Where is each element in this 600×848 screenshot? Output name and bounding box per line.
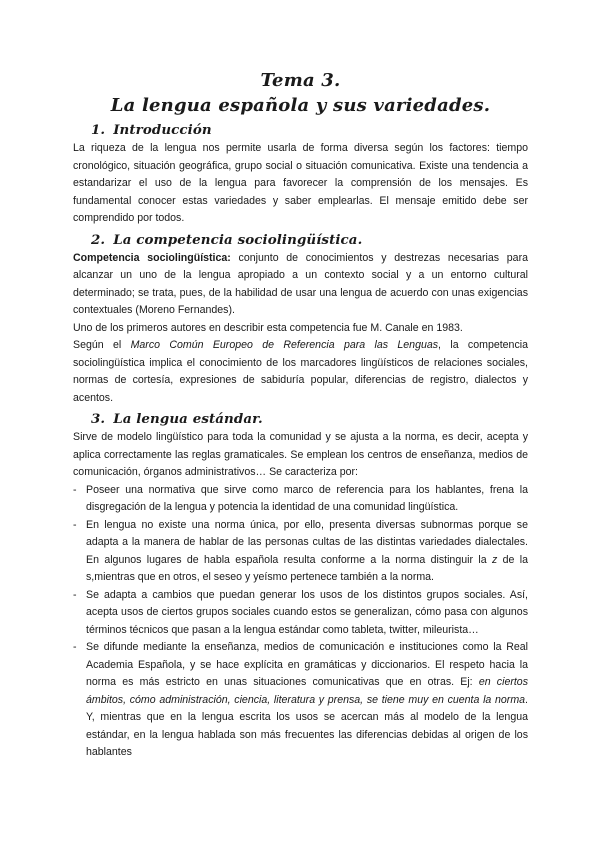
list-item [73, 517, 528, 587]
document-title [73, 68, 528, 118]
section-3-intro: Sirve de modelo lingüístico para toda la comunidad y se ajusta a la norma, es decir, acepta y aplica correctamente las reglas gramaticales. Se emplean los centros de enseñanza, medios de comunicación, órganos administrativos… Se caracteriza por: [73, 431, 528, 478]
p3-after: , la competencia sociolingüística implica el conocimiento de los marcadores lingüísticos de relaciones sociales, normas de cortesía, expresiones de sabiduría popular, diferencias de registro, dialectos y acentos. [73, 339, 528, 404]
section-3-number: 3. [91, 411, 106, 427]
section-1-title: Introducción [113, 122, 212, 138]
definition-term: Competencia sociolingüística: [73, 251, 231, 264]
list-item [73, 587, 528, 640]
section-1-number: 1. [91, 122, 106, 138]
list-item-text: Poseer una normativa que sirve como marco de referencia para los hablantes, frena la disgregación de la lengua y potencia la identidad de una comunidad lingüística. [86, 483, 528, 513]
title-line-2: La lengua española y sus variedades. [110, 95, 491, 116]
characteristics-list [73, 482, 528, 762]
bullet-dash: - [73, 518, 77, 531]
bullet-dash: - [73, 483, 77, 496]
section-2-number: 2. [91, 231, 106, 248]
section-2-heading [91, 231, 528, 249]
list-item-text: En lengua no existe una norma única, por ello, presenta diversas subnormas porque se adapta a la manera de hablar de las personas cultas de las distintas variedades dialectales. En algunos lugares de habla española resulta conforme a la norma distinguir la [86, 518, 528, 566]
section-2-paragraph-3 [73, 337, 528, 407]
section-2-paragraph-2: Uno de los primeros autores en describir esta competencia fue M. Canale en 1983. [73, 321, 463, 334]
marco-comun-title: Marco Común Europeo de Referencia para las Lenguas [130, 339, 439, 351]
list-item [73, 639, 528, 762]
section-2-title: La competencia sociolingüística. [113, 231, 363, 248]
definition-text: conjunto de conocimientos y destrezas necesarias para alcanzar un uno de la lengua apropiado a un contexto social y a un entorno cultural determinado; se trata, pues, de la habilidad de usar una lengua de acuerdo con unas exigencias contextuales (Moreno Fernandes). [73, 251, 528, 316]
section-3-heading [91, 410, 528, 428]
section-1-heading [91, 121, 528, 139]
bullet-dash: - [73, 641, 77, 653]
list-item-text: Se difunde mediante la enseñanza, medios de comunicación e instituciones como la Real Academia Española, y se hace explícita en gramáticas y diccionarios. El respeto hacia la norma es más estricto en unas situaciones comunicativas que en otras. Ej: [86, 641, 528, 688]
example-italic: en ciertos ámbitos, cómo administración, ciencia, literatura y prensa, se tiene muy en cuenta la norma [86, 676, 529, 706]
p3-before: Según el [73, 339, 131, 351]
list-item [73, 482, 528, 517]
list-item-text: . Y, mientras que en la lengua escrita los usos se acercan más al modelo de la lengua estándar, en la lengua hablada son más frecuentes las diferencias debidas al origen de los hablantes [86, 693, 528, 758]
section-3-title: La lengua estándar. [113, 411, 263, 427]
letter-z: z [491, 553, 498, 566]
list-item-text: Se adapta a cambios que puedan generar los usos de los distintos grupos sociales. Así, acepta usos de ciertos grupos sociales cuando estos se generalizan, cómo pasa con algunos términos técnicos que pasan a la lengua estándar como tableta, twitter, mileurista… [86, 588, 528, 636]
title-line-1: Tema 3. [260, 70, 341, 91]
section-1-paragraph: La riqueza de la lengua nos permite usarla de forma diversa según los factores: tiempo cronológico, situación geográfica, grupo social o situación comunicativa. Existe una tendencia a estandarizar el uso de la lengua para favorecer la comprensión de los mensajes. Es fundamental conocer estas variedades y saber emplearlas. El mensaje emitido debe ser comprendido por todos. [73, 142, 528, 224]
bullet-dash: - [73, 588, 77, 601]
section-2-definition [73, 250, 528, 320]
list-item-text: de la s,mientras que en otros, el seseo y yeísmo pertenece también a la norma. [86, 553, 528, 583]
